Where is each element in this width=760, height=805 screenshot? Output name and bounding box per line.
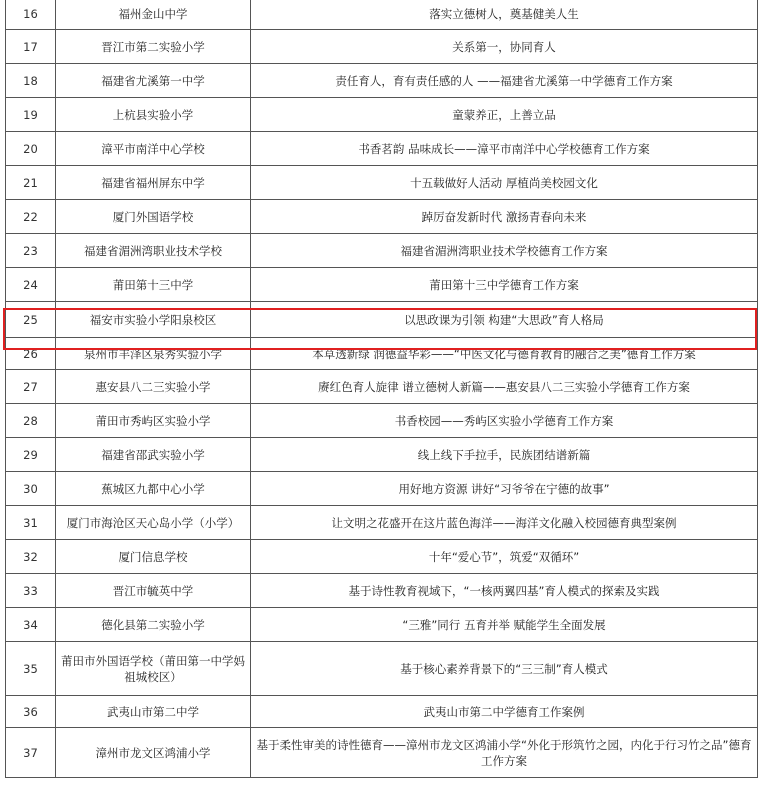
program-title: 赓红色育人旋律 谱立德树人新篇——惠安县八二三实验小学德育工作方案 (251, 370, 758, 404)
program-title: 莆田第十三中学德育工作方案 (251, 268, 758, 302)
program-title: 福建省湄洲湾职业技术学校德育工作方案 (251, 234, 758, 268)
table-row (6, 574, 758, 608)
row-number: 27 (6, 370, 56, 404)
program-title: 童蒙养正，上善立品 (251, 98, 758, 132)
school-name: 蕉城区九都中心小学 (56, 472, 251, 506)
school-name: 厦门市海沧区天心岛小学（小学） (56, 506, 251, 540)
row-number: 35 (6, 642, 56, 696)
row-number: 36 (6, 696, 56, 728)
row-number: 21 (6, 166, 56, 200)
program-title: 基于诗性教育视域下，“一核两翼四基”育人模式的探索及实践 (251, 574, 758, 608)
school-name: 德化县第二实验小学 (56, 608, 251, 642)
row-number: 25 (6, 302, 56, 338)
table-row (6, 370, 758, 404)
program-title: 十五载做好人活动 厚植尚美校园文化 (251, 166, 758, 200)
table-row (6, 438, 758, 472)
school-name: 漳州市龙文区鸿浦小学 (56, 728, 251, 778)
school-name: 福建省湄洲湾职业技术学校 (56, 234, 251, 268)
table-row (6, 98, 758, 132)
row-number: 28 (6, 404, 56, 438)
school-name: 莆田市外国语学校（莆田第一中学妈祖城校区） (56, 642, 251, 696)
school-name: 福建省福州屏东中学 (56, 166, 251, 200)
program-title: 落实立德树人，奠基健美人生 (251, 0, 758, 30)
school-name: 福建省邵武实验小学 (56, 438, 251, 472)
table-row (6, 0, 758, 30)
table-row (6, 338, 758, 370)
program-title: 踔厉奋发新时代 激扬青春向未来 (251, 200, 758, 234)
row-number: 34 (6, 608, 56, 642)
row-number: 30 (6, 472, 56, 506)
school-name: 莆田市秀屿区实验小学 (56, 404, 251, 438)
table-row (6, 302, 758, 338)
table-row (6, 132, 758, 166)
row-number: 20 (6, 132, 56, 166)
row-number: 29 (6, 438, 56, 472)
program-title: 线上线下手拉手，民族团结谱新篇 (251, 438, 758, 472)
row-number: 18 (6, 64, 56, 98)
school-name: 武夷山市第二中学 (56, 696, 251, 728)
table-row (6, 472, 758, 506)
program-title: 十年“爱心节”，筑爱“双循环” (251, 540, 758, 574)
table-row (6, 642, 758, 696)
program-title: 基于柔性审美的诗性德育——漳州市龙文区鸿浦小学“外化于形筑竹之园，内化于行习竹之品”德育工作方案 (251, 728, 758, 778)
row-number: 19 (6, 98, 56, 132)
program-title: 书香校园——秀屿区实验小学德育工作方案 (251, 404, 758, 438)
program-title: 本草透新绿 润德益华彩——“中医文化与德育教育的融合之美”德育工作方案 (251, 338, 758, 370)
table-row (6, 234, 758, 268)
school-name: 泉州市丰泽区泉秀实验小学 (56, 338, 251, 370)
program-title: 以思政课为引领 构建“大思政”育人格局 (251, 302, 758, 338)
school-name: 莆田第十三中学 (56, 268, 251, 302)
row-number: 22 (6, 200, 56, 234)
school-name: 上杭县实验小学 (56, 98, 251, 132)
row-number: 26 (6, 338, 56, 370)
school-name: 厦门信息学校 (56, 540, 251, 574)
table-row (6, 200, 758, 234)
school-name: 漳平市南洋中心学校 (56, 132, 251, 166)
row-number: 32 (6, 540, 56, 574)
table-row (6, 166, 758, 200)
table-row (6, 696, 758, 728)
program-title: 书香茗韵 品味成长——漳平市南洋中心学校德育工作方案 (251, 132, 758, 166)
table-row (6, 608, 758, 642)
school-name: 晋江市第二实验小学 (56, 30, 251, 64)
program-title: 关系第一，协同育人 (251, 30, 758, 64)
row-number: 31 (6, 506, 56, 540)
school-name: 福安市实验小学阳泉校区 (56, 302, 251, 338)
table-row (6, 30, 758, 64)
school-name: 厦门外国语学校 (56, 200, 251, 234)
table-row (6, 64, 758, 98)
program-title: 用好地方资源 讲好“习爷爷在宁德的故事” (251, 472, 758, 506)
row-number: 23 (6, 234, 56, 268)
school-name: 福建省尤溪第一中学 (56, 64, 251, 98)
row-number: 16 (6, 0, 56, 30)
row-number: 17 (6, 30, 56, 64)
table-row (6, 728, 758, 778)
results-table (5, 0, 758, 778)
row-number: 24 (6, 268, 56, 302)
table-row (6, 404, 758, 438)
school-name: 福州金山中学 (56, 0, 251, 30)
table-row (6, 506, 758, 540)
table-row (6, 540, 758, 574)
program-title: 让文明之花盛开在这片蓝色海洋——海洋文化融入校园德育典型案例 (251, 506, 758, 540)
program-title: “三雅”同行 五育并举 赋能学生全面发展 (251, 608, 758, 642)
program-title: 武夷山市第二中学德育工作案例 (251, 696, 758, 728)
school-name: 惠安县八二三实验小学 (56, 370, 251, 404)
table-row (6, 268, 758, 302)
row-number: 37 (6, 728, 56, 778)
program-title: 责任育人，育有责任感的人 ——福建省尤溪第一中学德育工作方案 (251, 64, 758, 98)
program-title: 基于核心素养背景下的“三三制”育人模式 (251, 642, 758, 696)
school-name: 晋江市毓英中学 (56, 574, 251, 608)
row-number: 33 (6, 574, 56, 608)
